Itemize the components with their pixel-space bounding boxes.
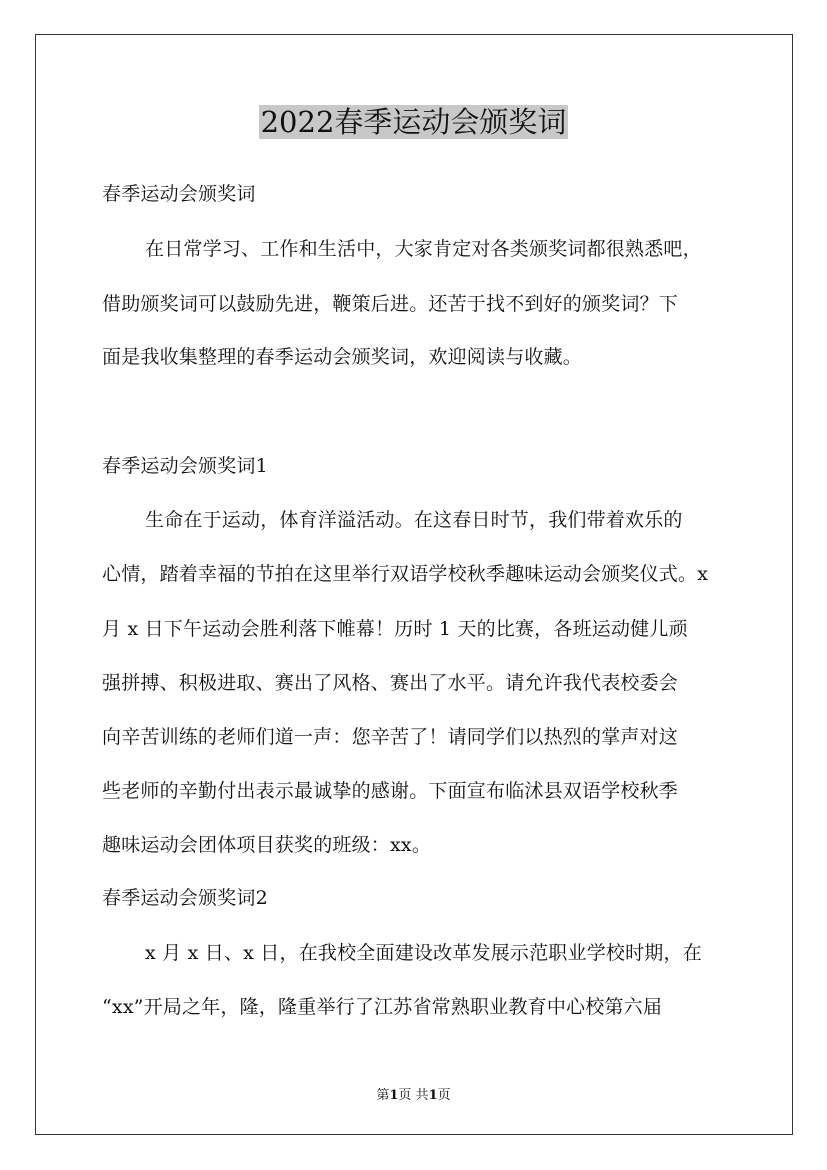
section2-line-2: “xx”开局之年，隆，隆重举行了江苏省常熟职业教育中心校第六届 xyxy=(102,996,663,1018)
section1-heading: 春季运动会颁奖词1 xyxy=(102,455,268,477)
intro-line-1: 在日常学习、工作和生活中，大家肯定对各类颁奖词都很熟悉吧， xyxy=(145,238,702,260)
section1-line-3: 月 x 日下午运动会胜利落下帷幕！历时 1 天的比赛，各班运动健儿顽 xyxy=(102,618,688,640)
section2-heading: 春季运动会颁奖词2 xyxy=(102,887,268,909)
footer-suffix: 页 xyxy=(437,1088,451,1103)
section1-line-6: 些老师的辛勤付出表示最诚挚的感谢。下面宣布临沭县双语学校秋季 xyxy=(102,780,679,802)
footer-current-page: 1 xyxy=(389,1088,399,1103)
subtitle: 春季运动会颁奖词 xyxy=(102,183,256,205)
footer-mid: 页 共 xyxy=(398,1088,429,1103)
footer-total-pages: 1 xyxy=(428,1088,438,1103)
section1-line-5: 向辛苦训练的老师们道一声：您辛苦了！请同学们以热烈的掌声对这 xyxy=(102,726,679,748)
document-title: 2022春季运动会颁奖词 xyxy=(260,105,567,139)
section1-line-7: 趣味运动会团体项目获奖的班级：xx。 xyxy=(102,834,432,856)
section1-line-2: 心情，踏着幸福的节拍在这里举行双语学校秋季趣味运动会颁奖仪式。x xyxy=(102,563,709,585)
section2-line-1: x 月 x 日、x 日，在我校全面建设改革发展示范职业学校时期，在 xyxy=(145,942,702,964)
intro-line-2: 借助颁奖词可以鼓励先进，鞭策后进。还苦于找不到好的颁奖词？下 xyxy=(102,293,679,315)
section1-line-1: 生命在于运动，体育洋溢活动。在这春日时节，我们带着欢乐的 xyxy=(145,509,683,531)
section1-line-4: 强拼搏、积极进取、赛出了风格、赛出了水平。请允许我代表校委会 xyxy=(102,672,679,694)
page-footer xyxy=(0,1084,827,1103)
footer-prefix: 第 xyxy=(376,1088,390,1103)
intro-line-3: 面是我收集整理的春季运动会颁奖词，欢迎阅读与收藏。 xyxy=(102,346,583,368)
